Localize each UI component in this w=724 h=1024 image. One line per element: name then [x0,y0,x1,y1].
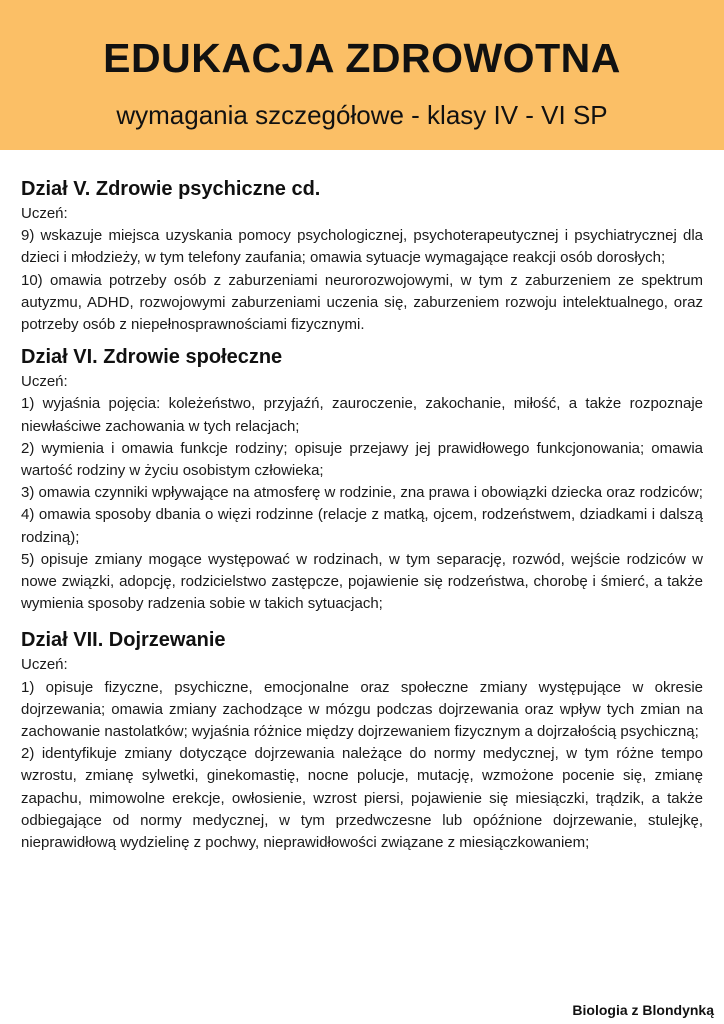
requirement-item: 4) omawia sposoby dbania o więzi rodzinne (relacje z matką, ojcem, rodzeństwem, dziadkami i dalszą rodziną); [21,506,703,546]
section-zdrowie-spoleczne [21,344,703,615]
requirement-item: 2) wymienia i omawia funkcje rodziny; opisuje przejawy jej prawidłowego funkcjonowania; omawia wartość rodziny w życiu osobistym człowieka; [21,439,703,480]
header-banner [0,0,724,150]
document-body [21,176,703,854]
requirement-item: 5) opisuje zmiany mogące występować w rodzinach, w tym separację, rozwód, wejście rodziców w nowe związki, adopcję, rodzicielstwo zastępcze, pojawienie się rodzeństwa, chorobę i śmierć, a także wymienia sposoby radzenia sobie w takich sytuacjach; [21,550,703,613]
section-zdrowie-psychiczne [21,176,703,336]
section-heading: Dział VII. Dojrzewanie [21,629,226,652]
section-spacer [21,336,703,344]
section-spacer [21,615,703,627]
requirement-item: 2) identyfikuje zmiany dotyczące dojrzewania należące do normy medycznej, w tym różne tempo wzrostu, zmianę sylwetki, ginekomastię, nocne polucje, mutację, wzmożone pocenie się, zmianę zapachu, mimowolne erekcje, owłosienie, wzrost piersi, pojawienie się miesiączki, trądzik, a także odbiegające od normy medycznej, w tym przedwczesne lub opóźnione dojrzewanie, stulejkę, nieprawidłową wydzielinę z pochwy, nieprawidłowości związane z miesiączkowaniem; [21,745,703,852]
requirement-item: 9) wskazuje miejsca uzyskania pomocy psychologicznej, psychoterapeutycznej i psychiatrycznej dla dzieci i młodzieży, w tym telefony zaufania; omawia sytuacje wymagające reakcji osób dorosłych; [21,227,703,267]
student-label: Uczeń: [21,373,68,391]
student-label: Uczeń: [21,656,68,674]
page-title: EDUKACJA ZDROWOTNA [103,35,621,81]
requirement-item: 1) wyjaśnia pojęcia: koleżeństwo, przyjaźń, zauroczenie, zakochanie, miłość, a także rozpoznaje niewłaściwe zachowania w tych relacjach; [21,395,703,435]
footer-credit: Biologia z Blondynką [572,1002,714,1018]
requirement-item: 1) opisuje fizyczne, psychiczne, emocjonalne oraz społeczne zmiany występujące w okresie dojrzewania; omawia zmiany zachodzące w mózgu podczas dojrzewania oraz wpływ tych zmian na zachowanie nastolatków; wyjaśnia różnice między dojrzewaniem fizycznym a dojrzałością psychiczną; [21,678,703,741]
section-dojrzewanie [21,627,703,854]
student-label: Uczeń: [21,205,68,222]
requirement-item: 3) omawia czynniki wpływające na atmosferę w rodzinie, zna prawa i obowiązki dziecka oraz rodziców; [21,484,703,502]
section-heading: Dział VI. Zdrowie społeczne [21,346,283,369]
requirement-item: 10) omawia potrzeby osób z zaburzeniami neurorozwojowymi, w tym z zaburzeniem ze spektrum autyzmu, ADHD, rozwojowymi zaburzeniami uczenia się, zaburzeniem rozwoju intelektualnego, oraz potrzeby osób z niepełnosprawnościami fizycznymi. [21,271,703,334]
page-subtitle: wymagania szczegółowe - klasy IV - VI SP [116,100,608,130]
section-heading: Dział V. Zdrowie psychiczne cd. [21,178,321,200]
